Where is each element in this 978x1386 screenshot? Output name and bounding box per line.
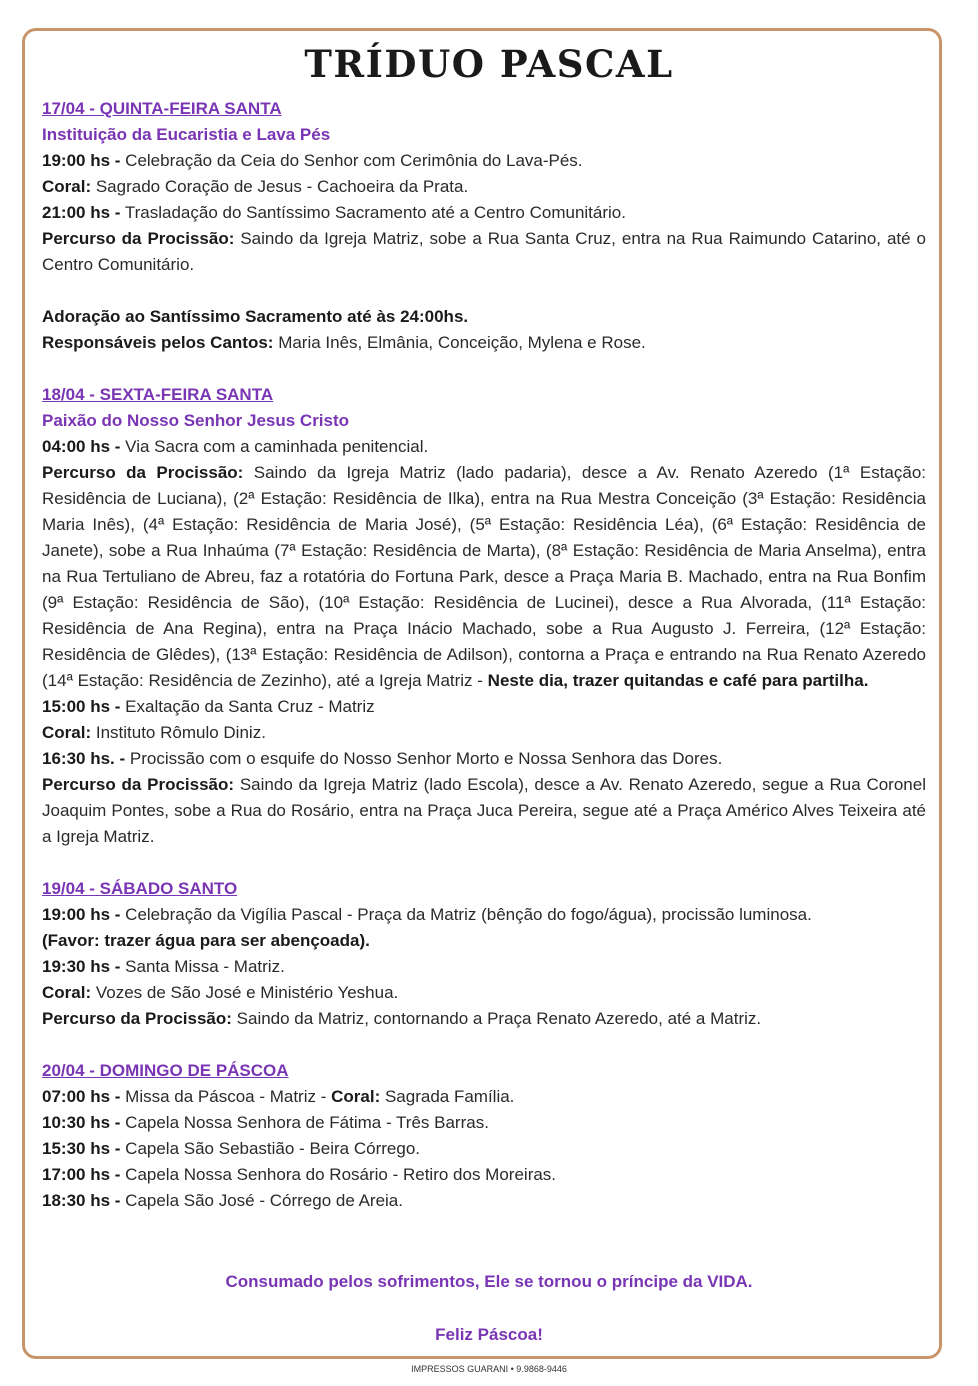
day-header: 17/04 - QUINTA-FEIRA SANTA (42, 99, 282, 118)
day-header: 20/04 - DOMINGO DE PÁSCOA (42, 1061, 289, 1080)
event-text: Capela São José - Córrego de Areia. (120, 1191, 403, 1210)
time-label: 19:00 hs - (42, 905, 121, 924)
schedule-line (42, 434, 926, 460)
time-label: 15:30 hs - (42, 1139, 121, 1158)
choir-text: Instituto Rômulo Diniz. (91, 723, 266, 742)
day-subtitle: Paixão do Nosso Senhor Jesus Cristo (42, 411, 350, 430)
time-label: 04:00 hs - (42, 437, 121, 456)
route-text: Saindo da Igreja Matriz, sobe a Rua Santa Cruz, entra na Rua Raimundo Catarino, até o Centro Comunitário. (42, 229, 926, 274)
route-label: Percurso da Procissão: (42, 463, 244, 482)
choir-text: Vozes de São José e Ministério Yeshua. (91, 983, 399, 1002)
schedule-line (42, 200, 926, 226)
schedule-line (42, 902, 926, 928)
adoration-text: Adoração ao Santíssimo Sacramento até às 24:00hs. (42, 307, 469, 326)
time-label: 17:00 hs - (42, 1165, 121, 1184)
event-text: Capela Nossa Senhora de Fátima - Três Barras. (120, 1113, 489, 1132)
day-section-friday (42, 382, 926, 850)
event-text: Exaltação da Santa Cruz - Matriz (120, 697, 375, 716)
event-text: Santa Missa - Matriz. (120, 957, 285, 976)
schedule-line (42, 1162, 926, 1188)
easter-greeting: Feliz Páscoa! (435, 1325, 543, 1344)
time-label: 16:30 hs. - (42, 749, 126, 768)
event-text: Capela Nossa Senhora do Rosário - Retiro dos Moreiras. (120, 1165, 557, 1184)
route-text: Saindo da Matriz, contornando a Praça Renato Azeredo, até a Matriz. (231, 1009, 762, 1028)
day-section-saturday (42, 876, 926, 1032)
page-title: TRÍDUO PASCAL (304, 42, 674, 86)
event-text: Celebração da Ceia do Senhor com Cerimônia do Lava-Pés. (120, 151, 583, 170)
time-label: 18:30 hs - (42, 1191, 121, 1210)
route-note: Neste dia, trazer quitandas e café para partilha. (487, 671, 869, 690)
schedule (42, 96, 926, 1214)
singers-line (42, 330, 926, 356)
time-label: 10:30 hs - (42, 1113, 121, 1132)
printer-credit: IMPRESSOS GUARANI • 9.9868-9446 (411, 1364, 567, 1374)
singers-text: Maria Inês, Elmânia, Conceição, Mylena e Rose. (273, 333, 646, 352)
day-subtitle: Instituição da Eucaristia e Lava Pés (42, 125, 331, 144)
note-line (42, 928, 926, 954)
day-header: 18/04 - SEXTA-FEIRA SANTA (42, 385, 274, 404)
event-text: Via Sacra com a caminhada penitencial. (120, 437, 429, 456)
time-label: 19:30 hs - (42, 957, 121, 976)
closing-quote: Consumado pelos sofrimentos, Ele se tornou o príncipe da VIDA. (225, 1272, 753, 1291)
schedule-line (42, 148, 926, 174)
day-header: 19/04 - SÁBADO SANTO (42, 879, 238, 898)
event-text: Capela São Sebastião - Beira Córrego. (120, 1139, 420, 1158)
route-text: Saindo da Igreja Matriz (lado Escola), desce a Av. Renato Azeredo, segue a Rua Coronel Joaquim Pontes, sobe a Rua do Rosário, entra na Praça Juca Pereira, segue até a Praça Américo Alves Teixeira até a Igreja Matriz. (42, 775, 926, 846)
time-label: 07:00 hs - (42, 1087, 121, 1106)
procession-route (42, 1006, 926, 1032)
procession-route (42, 772, 926, 850)
route-label: Percurso da Procissão: (42, 1009, 232, 1028)
schedule-line (42, 1136, 926, 1162)
choir-label: Coral: (42, 177, 92, 196)
day-section-sunday (42, 1058, 926, 1214)
adoration-line (42, 304, 926, 330)
schedule-line (42, 954, 926, 980)
schedule-line (42, 1188, 926, 1214)
procession-route (42, 226, 926, 278)
schedule-line (42, 1110, 926, 1136)
schedule-line (42, 980, 926, 1006)
water-note: (Favor: trazer água para ser abençoada). (42, 931, 370, 950)
choir-label: Coral: (42, 723, 92, 742)
schedule-line (42, 720, 926, 746)
choir-label: Coral: (331, 1087, 381, 1106)
schedule-line (42, 694, 926, 720)
procession-route (42, 460, 926, 694)
route-text: Saindo da Igreja Matriz (lado padaria), desce a Av. Renato Azeredo (1ª Estação: Residência de Luciana), (2ª Estação: Residência de Ilka), entra na Rua Mestra Conceição (3ª Estação: Residência Maria Inês), (4ª Estação: Residência de Maria José), (5ª Estação: Residência Léa), (6ª Estação: Residência de Janete), sobe a Rua Inhaúma (7ª Estação: Residência de Marta), (8ª Estação: Residência de Maria Anselma), entra na Rua Tertuliano de Abreu, faz a rotatória do Fortuna Park, desce a Praça Maria B. Machado, entra na Rua Bonfim (9ª Estação: Residência de São), (10ª Estação: Residência de Lucinei), desce a Rua Alvorada, (11ª Estação: Residência de Ana Regina), entra na Praça Inácio Machado, sobe a Rua Augusto J. Ferreira, (12ª Estação: Residência de Glêdes), (13ª Estação: Residência de Adilson), contorna a Praça e entrando na Rua Renato Azeredo (14ª Estação: Residência de Zezinho), até a Igreja Matriz - (42, 463, 926, 690)
time-label: 15:00 hs - (42, 697, 121, 716)
singers-label: Responsáveis pelos Cantos: (42, 333, 274, 352)
schedule-line (42, 746, 926, 772)
route-label: Percurso da Procissão: (42, 229, 235, 248)
day-section-thursday (42, 96, 926, 356)
event-text: Missa da Páscoa - Matriz - (120, 1087, 332, 1106)
time-label: 21:00 hs - (42, 203, 121, 222)
event-text: Celebração da Vigília Pascal - Praça da Matriz (bênção do fogo/água), procissão luminosa. (120, 905, 812, 924)
choir-text: Sagrada Família. (380, 1087, 515, 1106)
time-label: 19:00 hs - (42, 151, 121, 170)
choir-text: Sagrado Coração de Jesus - Cachoeira da Prata. (91, 177, 469, 196)
schedule-line (42, 174, 926, 200)
event-text: Procissão com o esquife do Nosso Senhor Morto e Nossa Senhora das Dores. (125, 749, 723, 768)
route-label: Percurso da Procissão: (42, 775, 235, 794)
schedule-line (42, 1084, 926, 1110)
event-text: Trasladação do Santíssimo Sacramento até a Centro Comunitário. (120, 203, 626, 222)
choir-label: Coral: (42, 983, 92, 1002)
